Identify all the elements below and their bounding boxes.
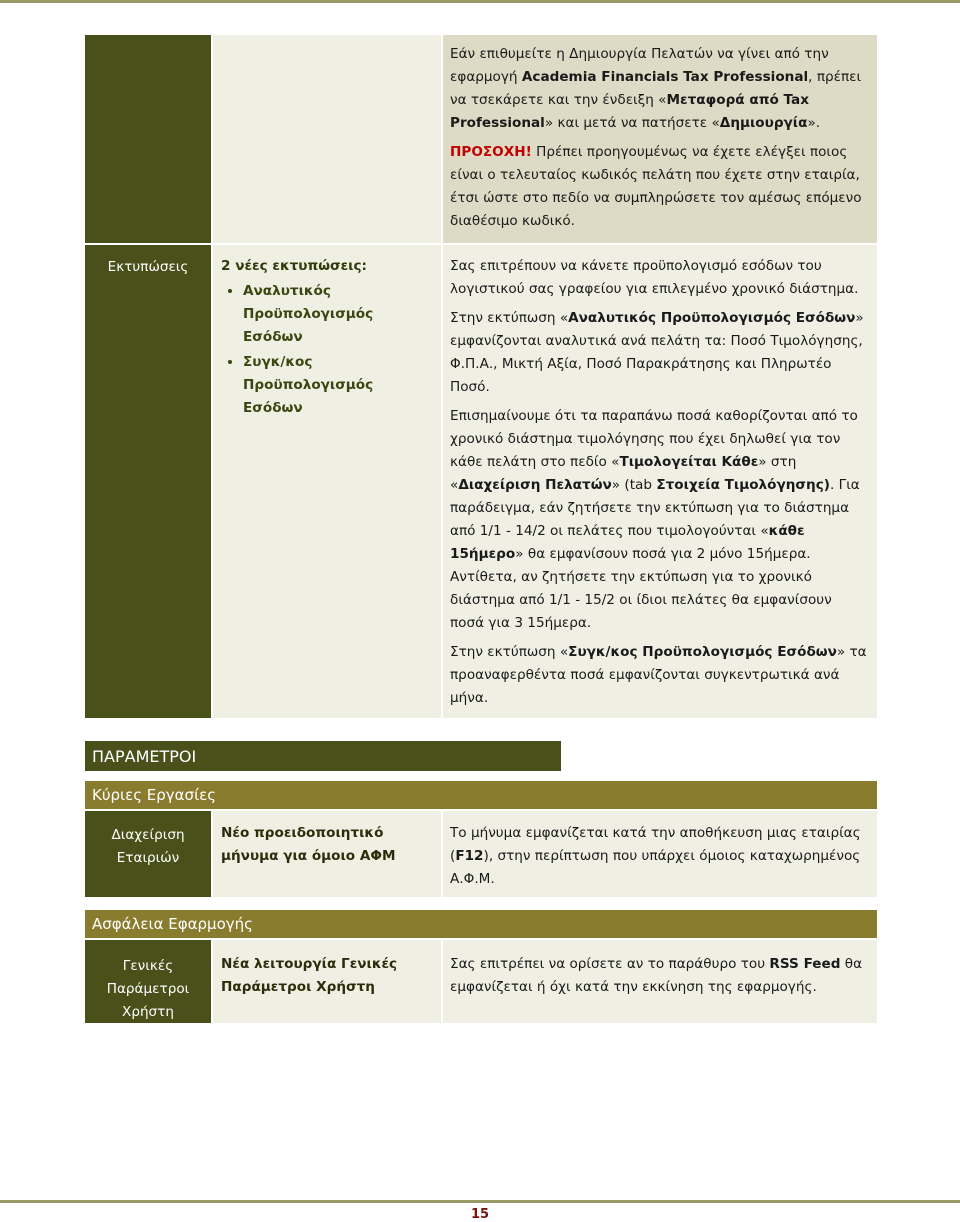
row-company-description: Το μήνυμα εμφανίζεται κατά την αποθήκευση μιας εταιρίας (F12), στην περίπτωση που υπάρχει όμοιος καταχωρημένος Α.Φ.Μ.	[450, 825, 861, 887]
section-params-header: ΠΑΡΑΜΕΤΡΟΙ	[85, 741, 561, 771]
row-prints-title-block	[213, 251, 441, 426]
list-item: • Συγκ/κος Προϋπολογισμός Εσόδων	[243, 351, 437, 420]
bottom-rule	[0, 1200, 960, 1203]
row-prints-label: Εκτυπώσεις	[107, 259, 189, 275]
row-prints-title: 2 νέες εκτυπώσεις:	[221, 258, 367, 274]
prints-list	[221, 280, 437, 420]
row-user-label: Γενικές Παράμετροι Χρήστη	[106, 958, 190, 1020]
row-user-title: Νέα λειτουργία Γενικές Παράμετροι Χρήστη	[221, 956, 398, 995]
row-prints-label-cell	[85, 245, 211, 718]
page-number: 15	[470, 1207, 490, 1222]
list-item: • Αναλυτικός Προϋπολογισμός Εσόδων	[243, 280, 437, 349]
warning-label: ΠΡΟΣΟΧΗ!	[450, 144, 532, 160]
row-user-description: Σας επιτρέπει να ορίσετε αν το παράθυρο του RSS Feed θα εμφανίζεται ή όχι κατά την εκκίνηση της εφαρμογής.	[450, 956, 863, 995]
row-intro-label-cell	[85, 35, 211, 243]
row-intro-description: Εάν επιθυμείτε η Δημιουργία Πελατών να γίνει από την εφαρμογή Academia Financials Tax Professional, πρέπει να τσεκάρετε και την ένδειξη «Μεταφορά από Tax Professional» και μετά να πατήσετε «Δημιουργία». ΠΡΟΣΟΧΗ! Πρέπει προηγουμένως να έχετε ελέγξει ποιος είναι ο τελευταίος κωδικός πελάτη που έχετε στην εταιρία, έτσι ώστε στο πεδίο να συμπληρώσετε τον αμέσως επόμενο διαθέσιμο κωδικό.	[450, 46, 862, 229]
row-company-title: Νέο προειδοποιητικό μήνυμα για όμοιο ΑΦΜ	[221, 825, 396, 864]
row-company-label: Διαχείριση Εταιριών	[111, 827, 185, 866]
top-rule	[0, 0, 960, 3]
sub-security-header: Ασφάλεια Εφαρμογής	[85, 910, 877, 938]
row-intro-title-cell	[213, 35, 441, 243]
sub-main-header: Κύριες Εργασίες	[85, 781, 877, 809]
row-prints-description: Σας επιτρέπουν να κάνετε προϋπολογισμό εσόδων του λογιστικού σας γραφείου για επιλεγμένο χρονικό διάστημα. Στην εκτύπωση «Αναλυτικός Προϋπολογισμός Εσόδων» εμφανίζονται αναλυτικά ανά πελάτη τα: Ποσό Τιμολόγησης, Φ.Π.Α., Μικτή Αξία, Ποσό Παρακράτησης και Πληρωτέο Ποσό. Επισημαίνουμε ότι τα παραπάνω ποσά καθορίζονται από το χρονικό διάστημα τιμολόγησης που έχει δηλωθεί για τον κάθε πελάτη στο πεδίο «Τιμολογείται Κάθε» στη «Διαχείριση Πελατών» (tab Στοιχεία Τιμολόγησης). Για παράδειγμα, εάν ζητήσετε την εκτύπωση για το διάστημα από 1/1 - 14/2 οι πελάτες που τιμολογούνται «κάθε 15ήμερο» θα εμφανίσουν ποσά για 2 μόνο 15ήμερα. Αντίθετα, αν ζητήσετε την εκτύπωση για το χρονικό διάστημα από 1/1 - 15/2 οι ίδιοι πελάτες θα εμφανίσουν ποσά για 3 15ήμερα. Στην εκτύπωση «Συγκ/κος Προϋπολογισμός Εσόδων» τα προαναφερθέντα ποσά εμφανίζονται συγκεντρωτικά ανά μήνα.	[450, 258, 867, 706]
